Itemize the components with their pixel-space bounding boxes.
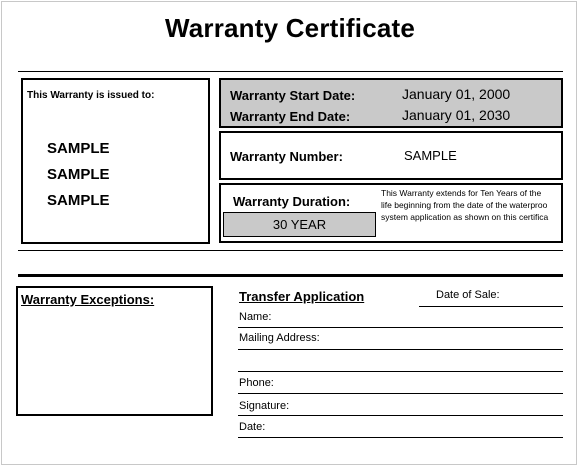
name-line	[238, 327, 563, 328]
transfer-application-heading: Transfer Application	[239, 289, 365, 304]
top-rule	[18, 71, 563, 72]
phone-line	[238, 393, 563, 394]
warranty-number-value: SAMPLE	[404, 148, 457, 163]
issued-to-name-3: SAMPLE	[47, 192, 110, 209]
mailing-address-line-1	[238, 349, 563, 350]
warranty-duration-value: 30 YEAR	[223, 212, 376, 237]
warranty-exceptions-label: Warranty Exceptions:	[21, 292, 155, 307]
date-of-sale-line	[419, 306, 563, 307]
mailing-address-line-2	[238, 371, 563, 372]
issued-to-name-2: SAMPLE	[47, 166, 110, 183]
warranty-exceptions-box	[16, 286, 213, 416]
warranty-duration-label: Warranty Duration:	[233, 194, 351, 209]
duration-description-line-2: life beginning from the date of the waterproo	[381, 200, 548, 210]
duration-description-line-1: This Warranty extends for Ten Years of the	[381, 188, 542, 198]
warranty-duration-box	[219, 183, 563, 243]
end-date-label: Warranty End Date:	[230, 109, 351, 124]
warranty-dates-box	[219, 78, 563, 128]
start-date-label: Warranty Start Date:	[230, 88, 356, 103]
signature-line	[238, 415, 563, 416]
issued-to-label: This Warranty is issued to:	[27, 90, 155, 101]
mailing-address-label: Mailing Address:	[239, 332, 320, 344]
date-label: Date:	[239, 421, 266, 433]
date-line	[238, 437, 563, 438]
warranty-number-box	[219, 131, 563, 180]
duration-description-line-3: system application as shown on this certifica	[381, 212, 549, 222]
date-of-sale-label: Date of Sale:	[436, 289, 500, 301]
issued-to-box	[21, 78, 210, 244]
signature-label: Signature:	[239, 400, 290, 412]
warranty-duration-description	[381, 187, 561, 227]
warranty-number-label: Warranty Number:	[230, 149, 343, 164]
phone-label: Phone:	[239, 377, 274, 389]
end-date-value: January 01, 2030	[402, 107, 511, 123]
middle-rule-thick	[18, 274, 563, 277]
name-label: Name:	[239, 311, 272, 323]
start-date-value: January 01, 2000	[402, 86, 511, 102]
issued-to-name-1: SAMPLE	[47, 140, 110, 157]
document-title: Warranty Certificate	[164, 13, 416, 43]
middle-rule-thin	[18, 250, 563, 251]
